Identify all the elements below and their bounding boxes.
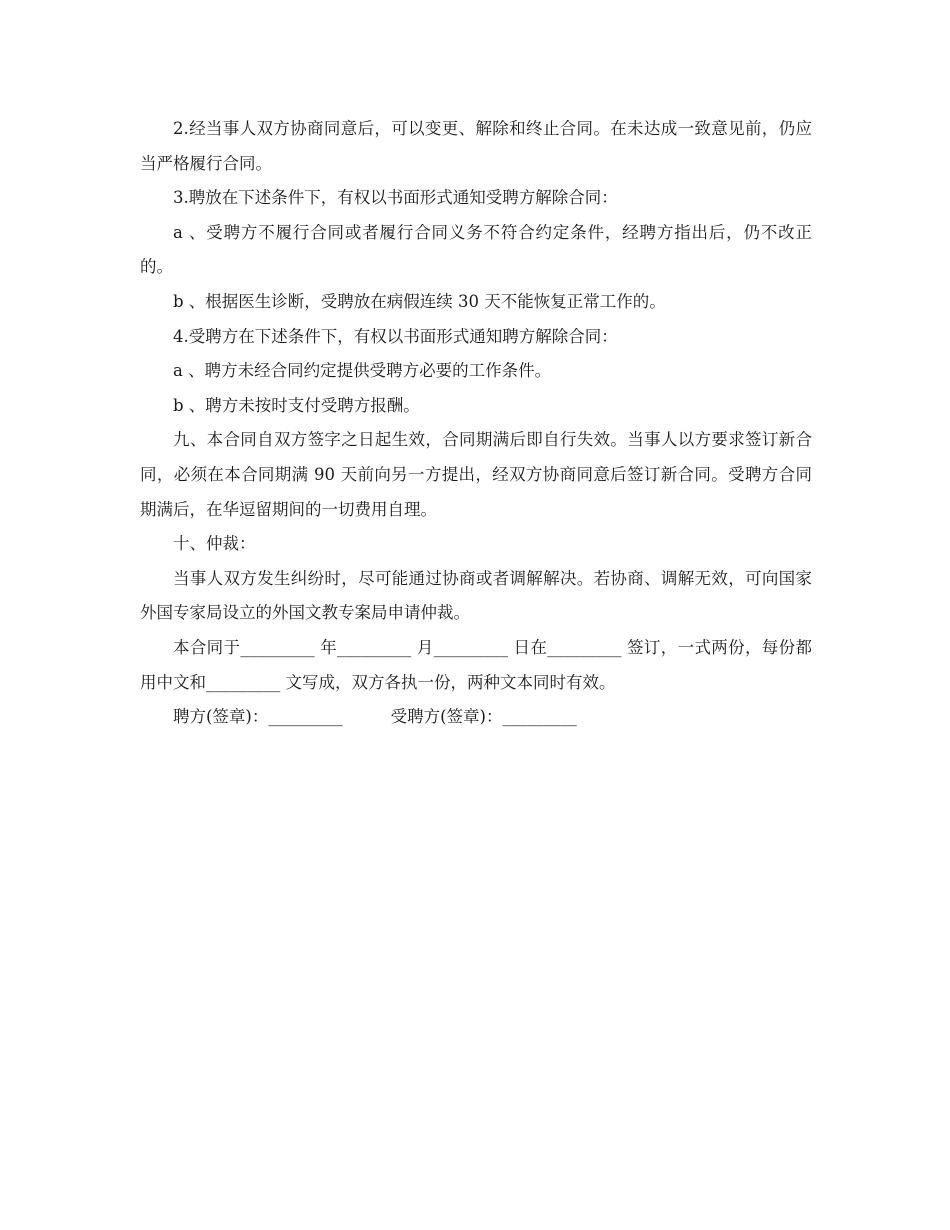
employee-signature: 受聘方(签章)：_________ xyxy=(390,707,577,727)
paragraph-arbitration: 当事人双方发生纠纷时，尽可能通过协商或者调解解决。若协商、调解无效，可向国家外国专家局设立的外国文教专案局申请仲裁。 xyxy=(140,568,812,623)
paragraph-clause-4: 4.受聘方在下述条件下，有权以书面形式通知聘方解除合同： xyxy=(173,326,618,346)
paragraph-clause-3a: a 、受聘方不履行合同或者履行合同义务不符合约定条件，经聘方指出后，仍不改正的。 xyxy=(140,222,812,277)
paragraph-article-10-heading: 十、仲裁： xyxy=(173,534,256,554)
paragraph-clause-3b: b 、根据医生诊断，受聘放在病假连续 30 天不能恢复正常工作的。 xyxy=(173,291,666,311)
paragraph-clause-4a: a 、聘方未经合同约定提供受聘方必要的工作条件。 xyxy=(173,361,552,381)
paragraph-clause-3: 3.聘放在下述条件下，有权以书面形式通知受聘方解除合同： xyxy=(173,188,618,208)
paragraph-clause-2: 2.经当事人双方协商同意后，可以变更、解除和终止合同。在未达成一致意见前，仍应当严格履行合同。 xyxy=(140,119,812,173)
document-page xyxy=(140,112,812,735)
signature-line xyxy=(140,700,812,735)
paragraph-article-9: 九、本合同自双方签字之日起生效，合同期满后即自行失效。当事人以方要求签订新合同，必须在本合同期满 90 天前向另一方提出，经双方协商同意后签订新合同。受聘方合同期满后，在华逗留期间的一切费用自理。 xyxy=(140,430,812,519)
paragraph-clause-4b: b 、聘方未按时支付受聘方报酬。 xyxy=(173,395,420,415)
paragraph-signing-date: 本合同于_________ 年_________ 月_________ 日在_________ 签订，一式两份，每份都用中文和_________ 文写成，双方各执一份，两种文本同时有效。 xyxy=(140,637,812,692)
employer-signature: 聘方(签章)：_________ xyxy=(173,707,343,727)
